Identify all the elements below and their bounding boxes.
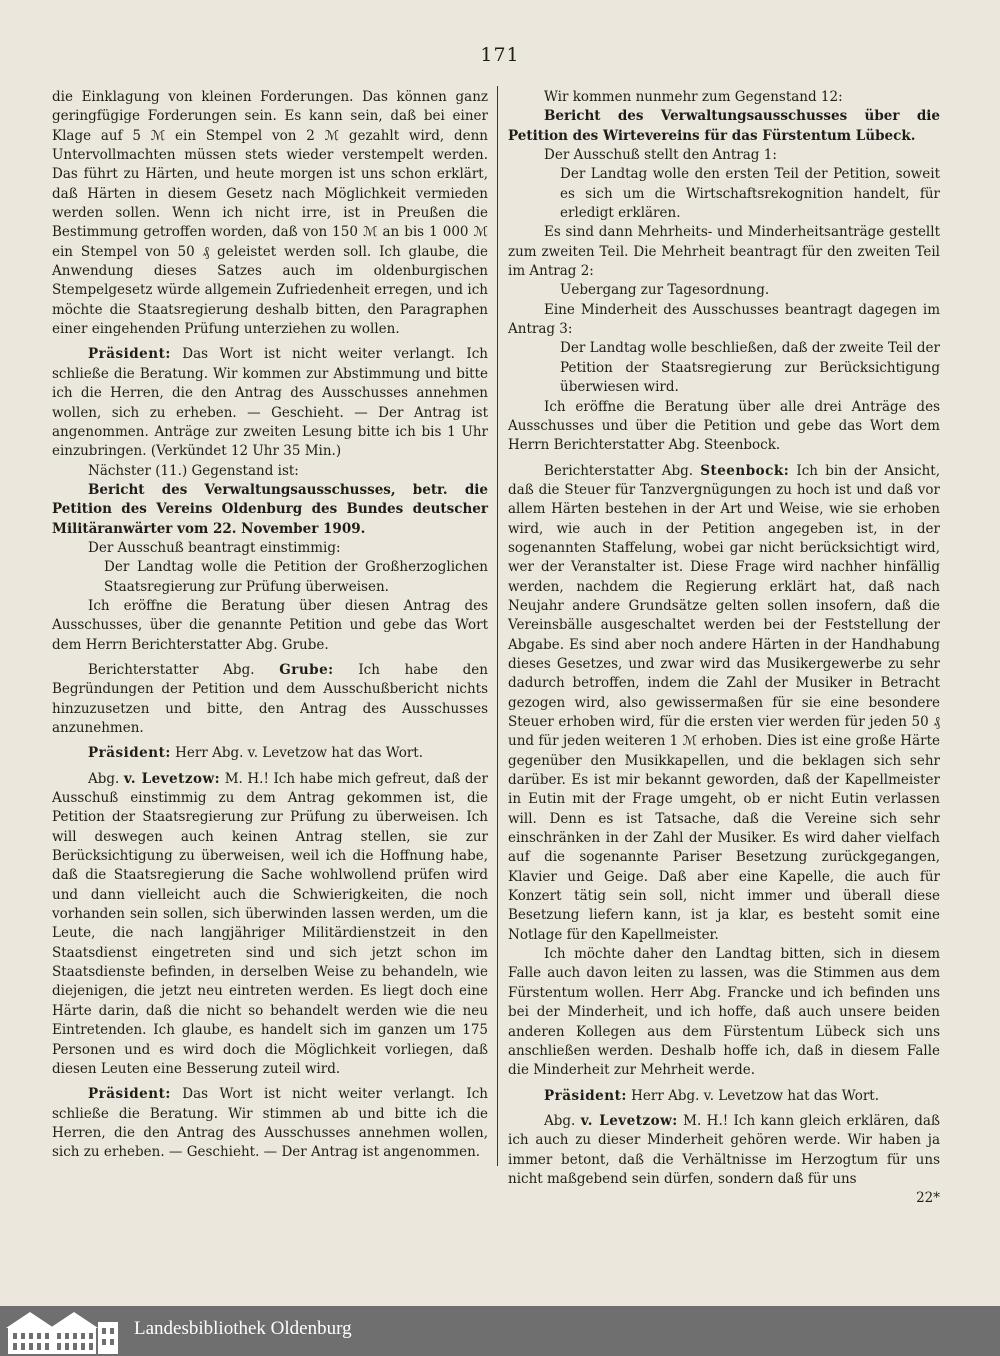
speech-paragraph bbox=[52, 661, 488, 738]
speaker-name: Präsident: bbox=[88, 745, 171, 762]
speech-paragraph bbox=[52, 345, 488, 461]
speaker-name: Grube: bbox=[279, 661, 334, 678]
paragraph: Nächster (11.) Gegenstand ist: bbox=[88, 462, 299, 479]
paragraph: Eine Minderheit des Ausschusses beantragt dagegen im Antrag 3: bbox=[508, 301, 940, 338]
speech-text: Das Wort ist nicht weiter verlangt. Ich schließe die Beratung. Wir stimmen ab und bitte ich die Herren, die den Antrag des Ausschusses annehmen wollen, sich zu erheben. — Geschieht. — Der Antrag ist angenommen. bbox=[52, 1086, 488, 1161]
speech-text: Ich bin der Ansicht, daß die Steuer für Tanzvergnügungen zu hoch ist und daß vor allem Härten bestehen in der Art und Weise, wie sie erhoben wird, wie auch in der Petition angegeben ist, in der sogenannten Staffelung, wobei gar nicht berücksichtigt wird, wer der Veranstalter ist. Diese Frage wird nachher hinfällig werden, nachdem die Regierung erklärt hat, daß nach Neujahr andere Grundsätze gelten sollen insofern, daß die Vereinsbälle ausgeschaltet werden bei der Feststellung der Abgabe. Es sind aber noch andere Härten in der Handhabung dieses Gesetzes, und zwar wird das Musikergewerbe zu sehr dadurch betroffen, indem die Zahl der Musiker in Betracht gezogen wird, also gewissermaßen für sie eine besondere Steuer erhoben wird, für die ersten vier werden für jeden 50 ₰ und für jeden weiteren 1 ℳ erhoben. Dies ist eine große Härte gegenüber den Musikkapellen, und die beklagen sich sehr darüber. Es ist mir bekannt geworden, daß der Kapellmeister in Eutin mit der Frage umgeht, ob er nicht Eutin verlassen will. Denn es ist Tatsache, daß die Vereine sich sehr einschränken in der Zahl der Musiker. Es wird daher vielfach auf die sogenannte Pariser Besetzung zurückgegangen, Klavier und Geige. Daß aber eine Kapelle, die auch für Konzert tätig sein soll, nicht immer und überall diese Besetzung liefern kann, ist ja klar, es besteht somit eine Notlage für den Kapellmeister. bbox=[508, 462, 941, 943]
motion-text: Der Landtag wolle die Petition der Großherzoglichen Staatsregierung zur Prüfung überweisen. bbox=[104, 559, 488, 595]
agenda-item-title: Bericht des Verwaltungsausschusses über die Petition des Wirtevereins für das Fürstentum Lübeck. bbox=[508, 108, 940, 144]
speech-text: Herr Abg. v. Levetzow hat das Wort. bbox=[626, 1087, 879, 1104]
speech-paragraph bbox=[52, 1085, 488, 1162]
speech-text: Das Wort ist nicht weiter verlangt. Ich schließe die Beratung. Wir kommen zur Abstimmung und bitte ich die Herren, die den Antrag des Ausschusses annehmen wollen, sich zu erheben. — Geschieht. — Der Antrag ist angenommen. Anträge zur zweiten Lesung bitte ich bis 1 Uhr einzubringen. (Verkündet 12 Uhr 35 Min.) bbox=[52, 346, 488, 460]
speaker-role: Abg. bbox=[88, 770, 124, 787]
library-name: Landesbibliothek Oldenburg bbox=[134, 1318, 352, 1339]
paragraph: Der Ausschuß beantragt einstimmig: bbox=[88, 539, 341, 556]
speaker-name: Steenbock: bbox=[700, 462, 790, 479]
speaker-name: Präsident: bbox=[544, 1087, 627, 1104]
motion-text: Der Landtag wolle den ersten Teil der Petition, soweit es sich um die Wirtschaftsrekognition handelt, für erledigt erklären. bbox=[560, 166, 940, 222]
motion-text: Uebergang zur Tagesordnung. bbox=[560, 282, 770, 299]
speaker-name: v. Levetzow: bbox=[123, 770, 221, 787]
speaker-name: Präsident: bbox=[88, 1086, 171, 1103]
paragraph: die Einklagung von kleinen Forderungen. Das können ganz geringfügige Forderungen sein. Es kann sein, daß bei einer Klage auf 5 ℳ ein Stempel von 2 ℳ gezahlt wird, denn Untervollmachten müssen stets wieder verstempelt werden. Das führt zu Härten, und heute morgen ist uns schon erklärt, daß Härten in diesem Gesetz nach Möglichkeit vermieden werden sollen. Wenn ich nicht irre, ist in Preußen die Bestimmung getroffen worden, daß von 150 ℳ an bis 1 000 ℳ ein Stempel von 50 ₰ geleistet werden soll. Ich glaube, die Anwendung dieses Satzes auch im oldenburgischen Stempelgesetz würde allgemein Zufriedenheit erregen, und ich möchte die Staatsregierung deshalb bitten, den Paragraphen einer eingehenden Prüfung unterziehen zu wollen. bbox=[52, 89, 488, 338]
speech-paragraph bbox=[52, 770, 488, 1080]
paragraph: Ich möchte daher den Landtag bitten, sich in diesem Falle auch davon leiten zu lassen, was die Stimmen aus dem Fürstentum wollen. Herr Abg. Francke und ich befinden uns bei der Minderheit, und ich hoffe, daß auch unsere beiden anderen Kollegen aus dem Fürstentum Lübeck sich uns anschließen werden. Deshalb hoffe ich, daß in diesem Falle die Minderheit zur Mehrheit werde. bbox=[508, 946, 940, 1079]
signature-mark: 22* bbox=[916, 1190, 940, 1207]
footer-bar bbox=[0, 1306, 1000, 1356]
paragraph: Ich eröffne die Beratung über diesen Antrag des Ausschusses, über die genannte Petition und gebe das Wort dem Herrn Berichterstatter Abg. Grube. bbox=[52, 597, 488, 653]
paragraph: Wir kommen nunmehr zum Gegenstand 12: bbox=[544, 89, 843, 105]
paragraph: Es sind dann Mehrheits- und Minderheitsanträge gestellt zum zweiten Teil. Die Mehrheit beantragt für den zweiten Teil im Antrag 2: bbox=[508, 224, 940, 280]
speaker-name: Präsident: bbox=[88, 346, 171, 363]
speech-text: Ich habe den Begründungen der Petition und dem Ausschußbericht nichts hinzuzusetzen und bitte, den Antrag des Ausschusses anzunehmen. bbox=[52, 661, 488, 736]
motion-text: Der Landtag wolle beschließen, daß der zweite Teil der Petition der Staatsregierung zur Berücksichtigung überwiesen wird. bbox=[560, 340, 940, 396]
speaker-role: Berichterstatter Abg. bbox=[88, 661, 280, 678]
speech-text: M. H.! Ich habe mich gefreut, daß der Ausschuß einstimmig zu dem Antrag gekommen ist, die Petition der Staatsregierung zur Prüfung zu überweisen. Ich will deswegen auch keinen Antrag stellen, sie zur Berücksichtigung zu überweisen, weil ich die Hoffnung habe, daß die Staatsregierung die Sache wohlwollend prüfen wird und dann vielleicht auch die Schwierigkeiten, die noch vorhanden sein sollen, sich überwinden lassen werden, um die Leute, die nach langjähriger Militärdienstzeit in den Staatsdienst eingetreten sind und sich jetzt schon im Staatsdienste befinden, in derselben Weise zu behandeln, wie diejenigen, die jetzt neu eintreten werden. Es liegt doch eine Härte darin, daß die nicht so behandelt werden wie die neu Eintretenden. Ich glaube, es handelt sich im ganzen um 175 Personen und es wird doch die Möglichkeit vorliegen, daß diesen Leuten eine Besserung zuteil wird. bbox=[52, 770, 488, 1077]
column-divider bbox=[497, 86, 498, 1166]
library-building-icon bbox=[0, 1306, 124, 1356]
speech-paragraph bbox=[508, 1087, 940, 1106]
left-column bbox=[52, 88, 488, 1163]
speaker-role: Abg. bbox=[544, 1112, 581, 1129]
page-number: 171 bbox=[480, 44, 520, 66]
speaker-role: Berichterstatter Abg. bbox=[544, 462, 701, 479]
paragraph: Ich eröffne die Beratung über alle drei Anträge des Ausschusses und über die Petition und gebe das Wort dem Herrn Berichterstatter Abg. Steenbock. bbox=[508, 398, 940, 454]
speech-paragraph bbox=[52, 744, 488, 763]
right-column bbox=[508, 88, 940, 1209]
paragraph: Der Ausschuß stellt den Antrag 1: bbox=[544, 147, 777, 164]
speech-text: Herr Abg. v. Levetzow hat das Wort. bbox=[170, 745, 423, 762]
speaker-name: v. Levetzow: bbox=[580, 1112, 678, 1129]
speech-paragraph bbox=[508, 462, 940, 946]
speech-text: M. H.! Ich kann gleich erklären, daß ich auch zu dieser Minderheit gehören werde. Wir haben ja immer betont, daß die Verhältnisse im Herzogtum für uns nicht maßgebend sein dürfen, sondern daß für uns bbox=[508, 1112, 941, 1187]
speech-paragraph bbox=[508, 1112, 940, 1189]
agenda-item-title: Bericht des Verwaltungsausschusses, betr. die Petition des Vereins Oldenburg des Bundes deutscher Militäranwärter vom 22. November 1909. bbox=[52, 481, 488, 537]
